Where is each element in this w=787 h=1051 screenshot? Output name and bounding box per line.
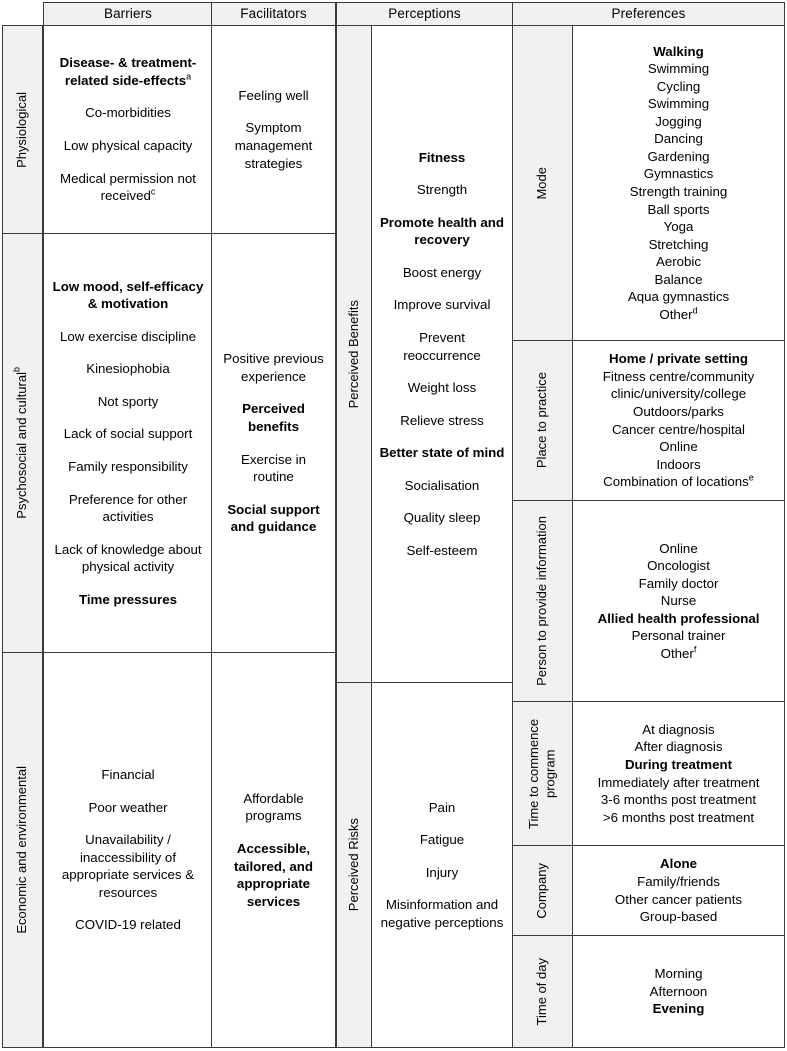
list-item: Online [659,540,698,556]
preferences-label-place-text: Place to practice [534,372,550,469]
list-item: Group-based [639,909,718,925]
list-item: Gymnastics [643,166,714,182]
preferences-label-time-commence-text: Time to commence program [526,718,558,829]
list-item: Aqua gymnastics [627,289,730,305]
row-label-economic [2,652,43,1048]
list-item: Swimming [647,61,710,77]
list-item: Immediately after treatment [597,774,760,790]
list-item: Family doctor [638,575,719,591]
list-item: Perceived benefits [242,401,305,434]
list-item: Preference for other activities [68,491,188,525]
list-item: Cycling [656,78,701,94]
preferences-place-cell [572,340,785,501]
list-item: Socialisation [404,477,480,493]
list-item: Home / private setting [609,351,748,367]
list-item: Ball sports [647,201,710,217]
perceptions-label-benefits [336,25,372,683]
list-item: Improve survival [393,297,491,313]
list-item: Walking [653,43,704,59]
header-preferences-label: Preferences [611,5,686,21]
list-item: Boost energy [402,264,482,280]
list-item: Family responsibility [68,459,188,474]
list-item: Fitness centre/community clinic/university/college [602,368,755,402]
perceptions-risks-cell [371,682,513,1048]
barriers-physiological-cell [43,25,213,234]
list-item: Low physical capacity [63,138,193,153]
preferences-label-mode [512,25,573,341]
list-item: Affordable programs [243,790,304,824]
list-item: Lack of knowledge about physical activity [54,541,202,575]
list-item: Quality sleep [403,510,481,526]
list-item: Gardening [647,148,710,164]
facilitators-psychosocial-cell [211,233,336,653]
list-item: Social support and guidance [227,501,320,535]
list-item: Family/friends [637,873,720,889]
list-item: Lack of social support [63,426,193,442]
list-item: Other cancer patients [614,891,743,907]
row-label-physiological-text: Physiological [14,91,30,168]
list-item: Allied health professional [597,610,760,626]
list-item: Morning [654,966,703,982]
list-item: Better state of mind [379,445,505,461]
list-item: Fatigue [419,832,465,848]
list-item: Evening [652,1001,705,1017]
preferences-mode-cell [572,25,785,341]
list-item: Prevent reoccurrence [403,329,481,363]
preferences-label-person [512,500,573,702]
row-label-physiological [2,25,43,234]
list-item: Co-morbidities [85,105,171,121]
list-item: Pain [428,799,456,815]
list-item: Time pressures [78,591,178,607]
list-item: Kinesiophobia [86,361,170,377]
list-item: Low mood, self-efficacy & motivation [52,278,204,312]
list-item: Stretching [648,236,709,252]
list-item: Other$^f$ [660,644,697,661]
list-item: After diagnosis [634,739,723,755]
preferences-time-of-day-cell [572,935,785,1048]
list-item: Financial [101,767,155,783]
header-barriers [43,2,213,26]
preferences-label-person-text: Person to provide information [534,516,550,686]
list-item: Combination of locations$^e$ [603,472,754,490]
list-item: Swimming [647,96,710,112]
list-item: Dancing [654,131,703,147]
list-item: Online [659,439,698,455]
list-item: Accessible, tailored, and appropriate services [233,840,314,909]
preferences-label-time-of-day [512,935,573,1048]
list-item: >6 months post treatment [602,809,755,825]
list-item: Afternoon [649,983,708,999]
list-item: Indoors [656,456,701,472]
list-item: 3-6 months post treatment [600,792,757,808]
list-item: Self-esteem [406,542,478,558]
preferences-person-cell [572,500,785,702]
list-item: Other$^d$ [659,305,698,322]
list-item: Unavailability / inaccessibility of appropriate services & resources [61,832,195,900]
facilitators-economic-cell [211,652,336,1048]
list-item: Poor weather [88,799,168,815]
list-item: Symptom management strategies [234,120,313,171]
perceptions-label-benefits-text: Perceived Benefits [345,299,361,409]
preferences-label-mode-text: Mode [534,166,550,200]
list-item: Balance [654,271,703,287]
preferences-label-place [512,340,573,501]
perceptions-label-risks-text: Perceived Risks [345,818,361,912]
header-barriers-label: Barriers [103,5,153,21]
list-item: Cancer centre/hospital [611,421,746,437]
list-item: Weight loss [407,380,477,396]
list-item: Relieve stress [400,412,484,428]
row-label-psychosocial [2,233,43,653]
list-item: Jogging [655,113,702,129]
list-item: Outdoors/parks [633,403,724,419]
list-item: During treatment [624,756,733,772]
header-perceptions-label: Perceptions [388,5,461,21]
list-item: Feeling well [238,87,309,103]
header-facilitators [211,2,336,26]
row-label-psychosocial-text: Psychosocial and cultural$^b$ [12,367,30,519]
list-item: Promote health and recovery [379,214,505,248]
perceptions-label-risks [336,682,372,1048]
list-item: Injury [425,864,459,880]
barriers-psychosocial-cell [43,233,213,653]
list-item: Exercise in routine [240,451,307,485]
list-item: Not sporty [97,393,159,409]
list-item: Strength [416,182,468,198]
list-item: Misinformation and negative perceptions [380,897,504,930]
perceptions-benefits-cell [371,25,513,683]
list-item: Fitness [418,149,466,165]
facilitators-physiological-cell [211,25,336,234]
preferences-label-time-of-day-text: Time of day [534,957,550,1026]
header-facilitators-label: Facilitators [240,5,307,21]
list-item: Low exercise discipline [60,328,196,344]
list-item: Disease- & treatment-related side-effects$^a$ [59,55,197,88]
list-item: Yoga [663,219,694,235]
preferences-label-time-commence [512,701,573,846]
list-item: At diagnosis [642,721,715,737]
list-item: Medical permission not received$^c$ [60,170,196,204]
preferences-label-company-text: Company [534,862,550,919]
list-item: COVID-19 related [75,917,181,933]
header-preferences [512,2,785,26]
list-item: Aerobic [655,254,702,270]
list-item: Nurse [660,593,697,609]
preferences-label-company [512,845,573,936]
list-item: Positive previous experience [223,351,324,384]
row-label-economic-text: Economic and environmental [14,766,30,934]
barriers-economic-cell [43,652,213,1048]
list-item: Oncologist [647,558,710,574]
list-item: Alone [660,856,697,872]
preferences-time-commence-cell [572,701,785,846]
list-item: Strength training [629,184,728,199]
preferences-company-cell [572,845,785,936]
list-item: Personal trainer [631,628,726,644]
header-perceptions [336,2,513,26]
